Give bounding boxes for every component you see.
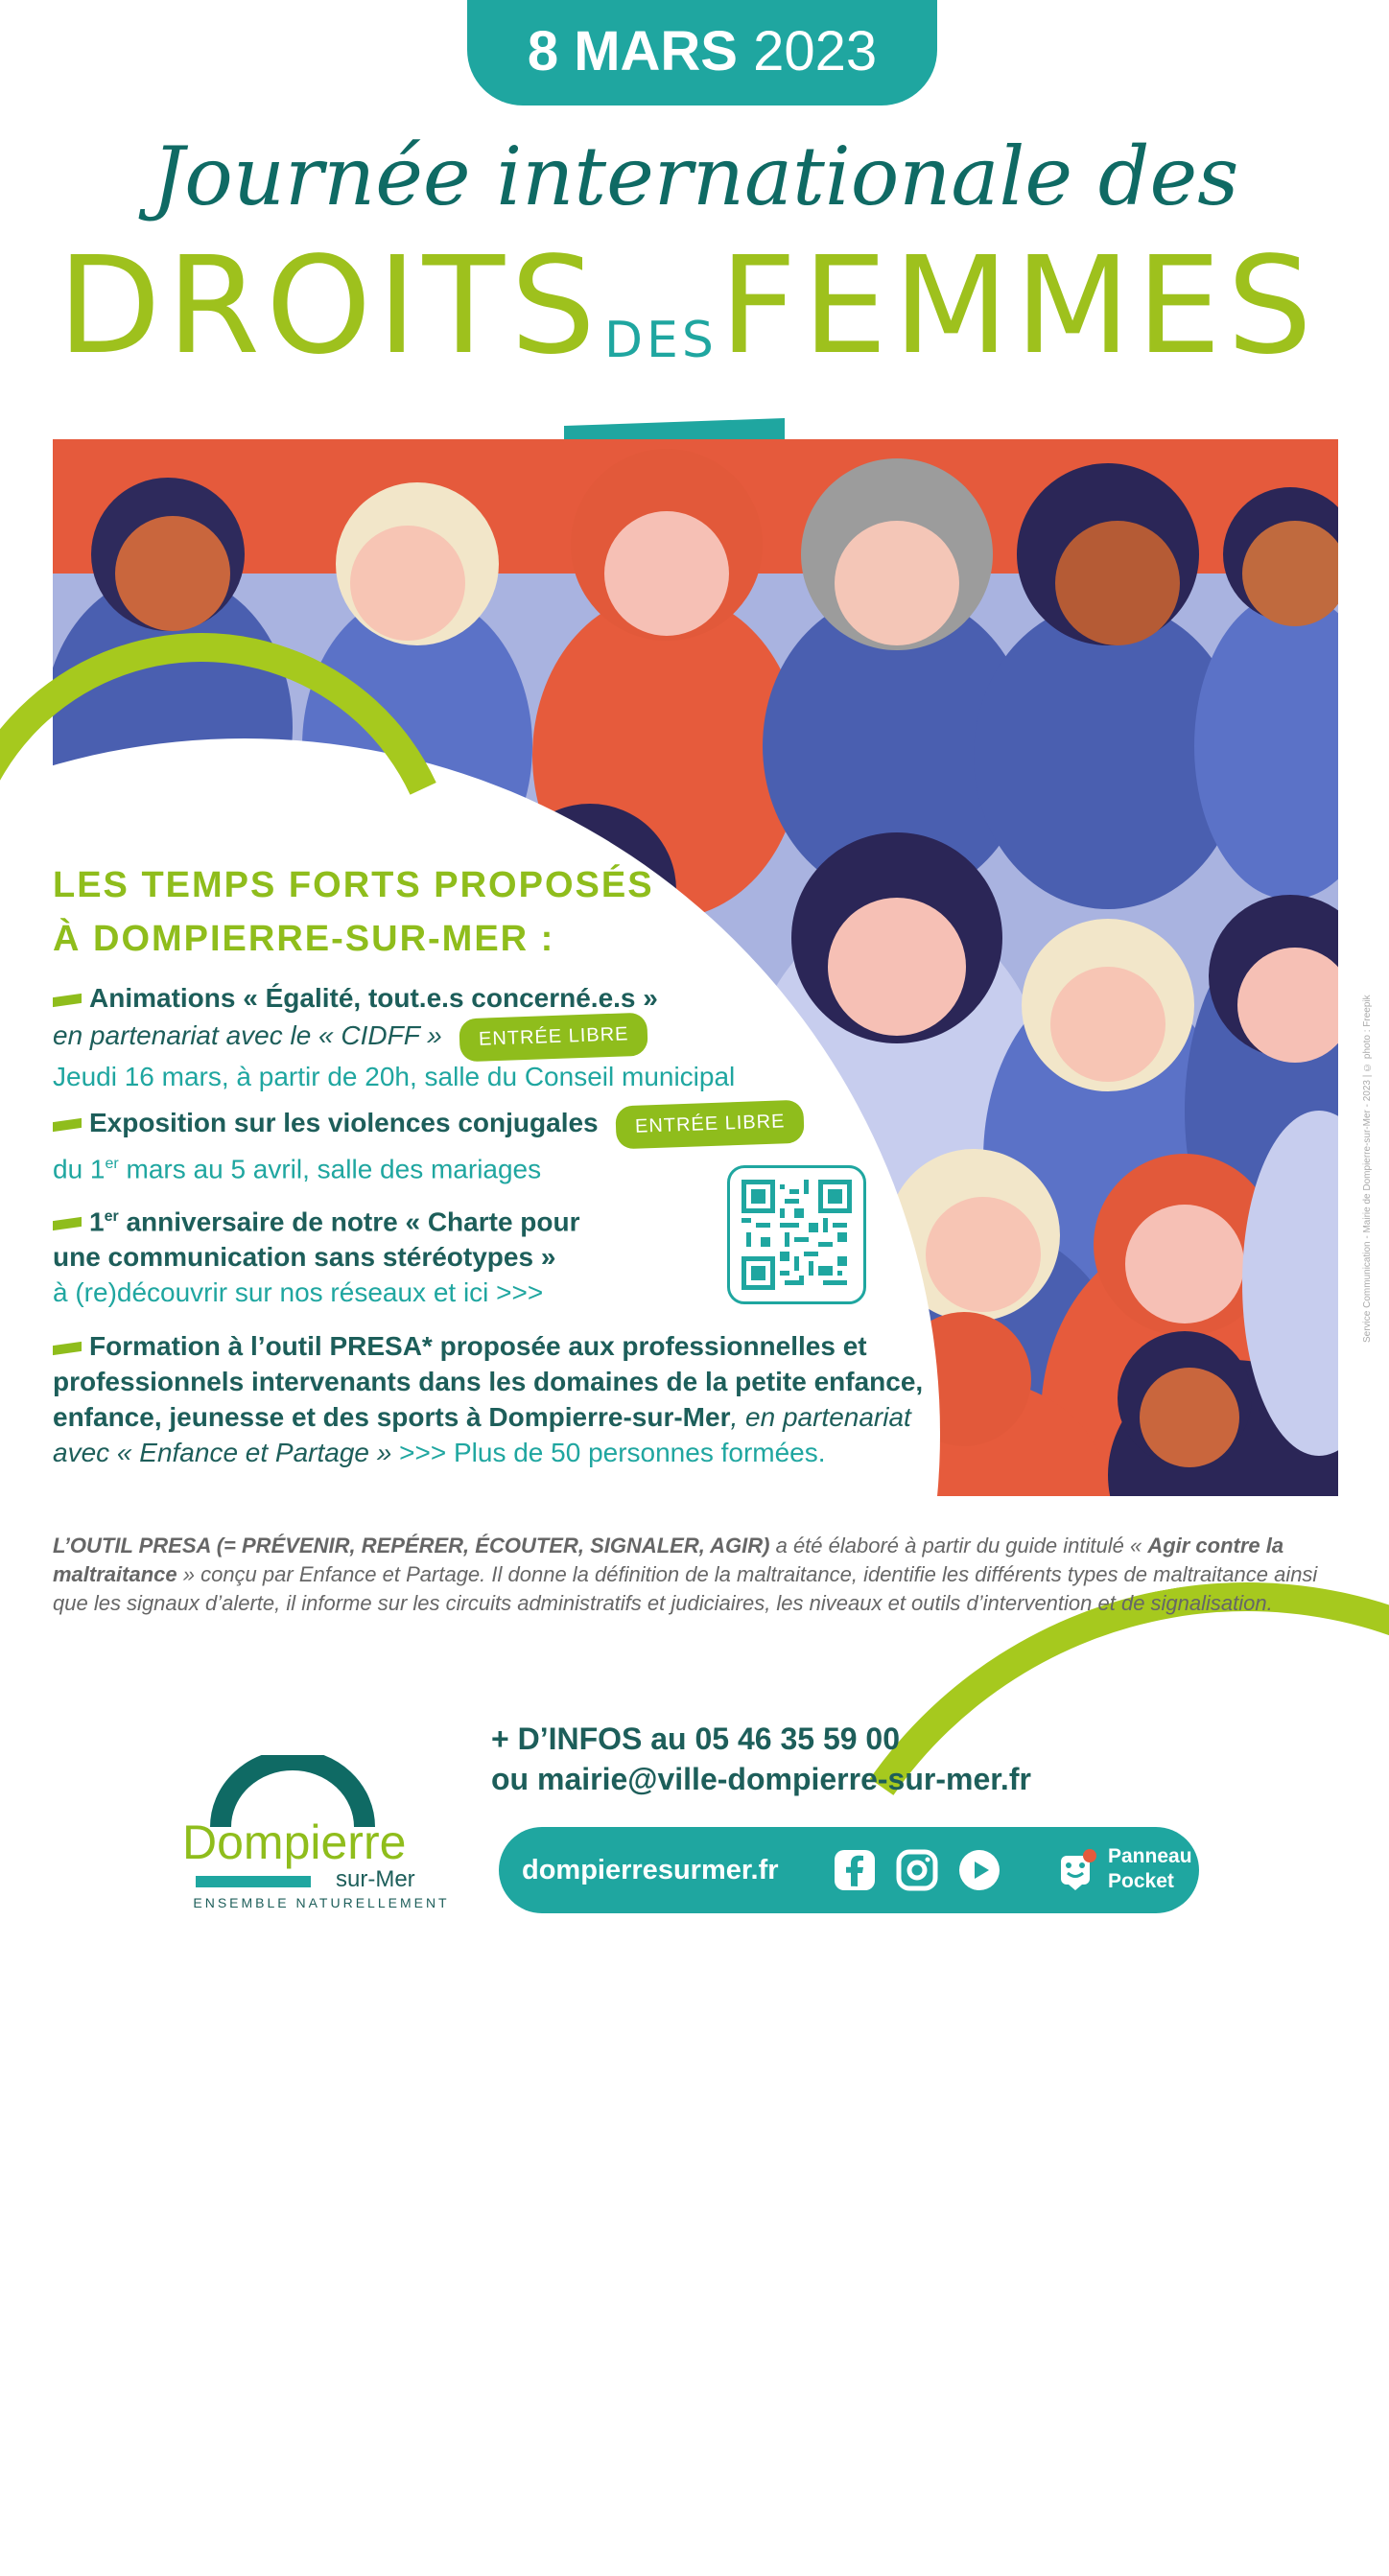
logo-name: Dompierre: [182, 1815, 407, 1869]
logo-sub: sur-Mer: [336, 1866, 415, 1892]
event-heading-sup: er: [104, 1208, 119, 1225]
note-text1: a été élaboré à partir du guide intitulé «: [769, 1534, 1148, 1557]
date-year: 2023: [753, 20, 878, 82]
event-detail-sup: er: [105, 1156, 119, 1172]
photo-credit: Service Communication - Mairie de Dompierre-sur-Mer - 2023 | © photo : Freepik: [1362, 995, 1373, 1343]
note-bold: L’OUTIL PRESA (= PRÉVENIR, REPÉRER, ÉCOUTER, SIGNALER, AGIR): [53, 1534, 770, 1557]
dash-icon: [53, 1217, 82, 1230]
charte-link[interactable]: à (re)découvrir sur nos réseaux et ici >>>: [53, 1277, 544, 1308]
qr-code[interactable]: [727, 1165, 866, 1304]
date-day-month: 8 MARS: [527, 20, 738, 82]
footer-bar: [499, 1827, 1199, 1913]
event-detail-rest: mars au 5 avril, salle des mariages: [118, 1154, 542, 1184]
event-heading: Animations « Égalité, tout.e.s concerné.e.s »: [89, 983, 658, 1013]
website-link[interactable]: dompierresurmer.fr: [522, 1855, 779, 1885]
note-bold2: Agir contre la maltraitance: [53, 1534, 1284, 1586]
event-charte: [53, 1199, 724, 1310]
event-heading-line2: une communication sans stéréotypes »: [53, 1242, 556, 1273]
dash-icon: [53, 994, 82, 1007]
title-droits: DROITS: [58, 228, 601, 385]
section-title-line2: À DOMPIERRE-SUR-MER :: [53, 919, 555, 959]
entry-badge: ENTRÉE LIBRE: [459, 1013, 648, 1063]
contact-phone[interactable]: + D’INFOS au 05 46 35 59 00: [491, 1721, 901, 1756]
dash-icon: [53, 1342, 82, 1355]
event-formation: [53, 1328, 935, 1470]
main-title: [58, 228, 1343, 385]
note-text2: » conçu par Enfance et Partage. Il donne la définition de la maltraitance, identifie les différents types de maltraitance ainsi que les signaux d’alerte, il informe sur les circuits administratifs et judiciaires, les niveaux et outils d’intervention et de signalisation.: [53, 1562, 1318, 1615]
logo-underline: [196, 1876, 311, 1887]
date-banner: [467, 0, 937, 105]
presa-note: [53, 1532, 1319, 1618]
section-title: [53, 858, 782, 966]
event-detail: >>> Plus de 50 personnes formées.: [391, 1438, 826, 1467]
event-heading: Formation à l’outil PRESA* proposée aux professionnelles et professionnels intervenants dans les domaines de la petite enfance, enfance, jeunesse et des sports à Dompierre-sur-Mer: [53, 1331, 924, 1432]
dompierre-logo: [182, 1755, 460, 1913]
pp-line2: Pocket: [1108, 1870, 1174, 1892]
event-heading: anniversaire de notre « Charte pour: [118, 1206, 580, 1237]
contact-info: [491, 1719, 1354, 1799]
event-heading: Exposition sur les violences conjugales: [89, 1107, 599, 1137]
event-detail: Jeudi 16 mars, à partir de 20h, salle du Conseil municipal: [53, 1062, 736, 1091]
event-animations: [53, 980, 916, 1094]
panneau-pocket-label[interactable]: [1108, 1844, 1192, 1894]
section-title-line1: LES TEMPS FORTS PROPOSÉS: [53, 865, 654, 905]
contact-email[interactable]: ou mairie@ville-dompierre-sur-mer.fr: [491, 1762, 1031, 1796]
event-partner: en partenariat avec le « CIDFF »: [53, 1019, 442, 1050]
youtube-icon[interactable]: [957, 1848, 1001, 1892]
entry-badge: ENTRÉE LIBRE: [615, 1100, 805, 1150]
instagram-icon[interactable]: [895, 1848, 939, 1892]
title-des: DES: [604, 312, 718, 369]
title-femmes: FEMMES: [719, 228, 1318, 385]
logo-tagline: ENSEMBLE NATURELLEMENT: [193, 1895, 450, 1910]
event-heading-prefix: 1: [89, 1206, 105, 1237]
facebook-icon[interactable]: [833, 1848, 877, 1892]
dash-icon: [53, 1117, 82, 1131]
script-title: Journée internationale des: [152, 129, 1239, 223]
qr-code-icon: [742, 1180, 852, 1290]
panneau-pocket-icon[interactable]: [1055, 1848, 1099, 1892]
event-detail-prefix: du 1: [53, 1154, 106, 1184]
pp-line1: Panneau: [1108, 1845, 1192, 1867]
event-partner: , en partenariat avec « Enfance et Partage »: [53, 1402, 911, 1467]
